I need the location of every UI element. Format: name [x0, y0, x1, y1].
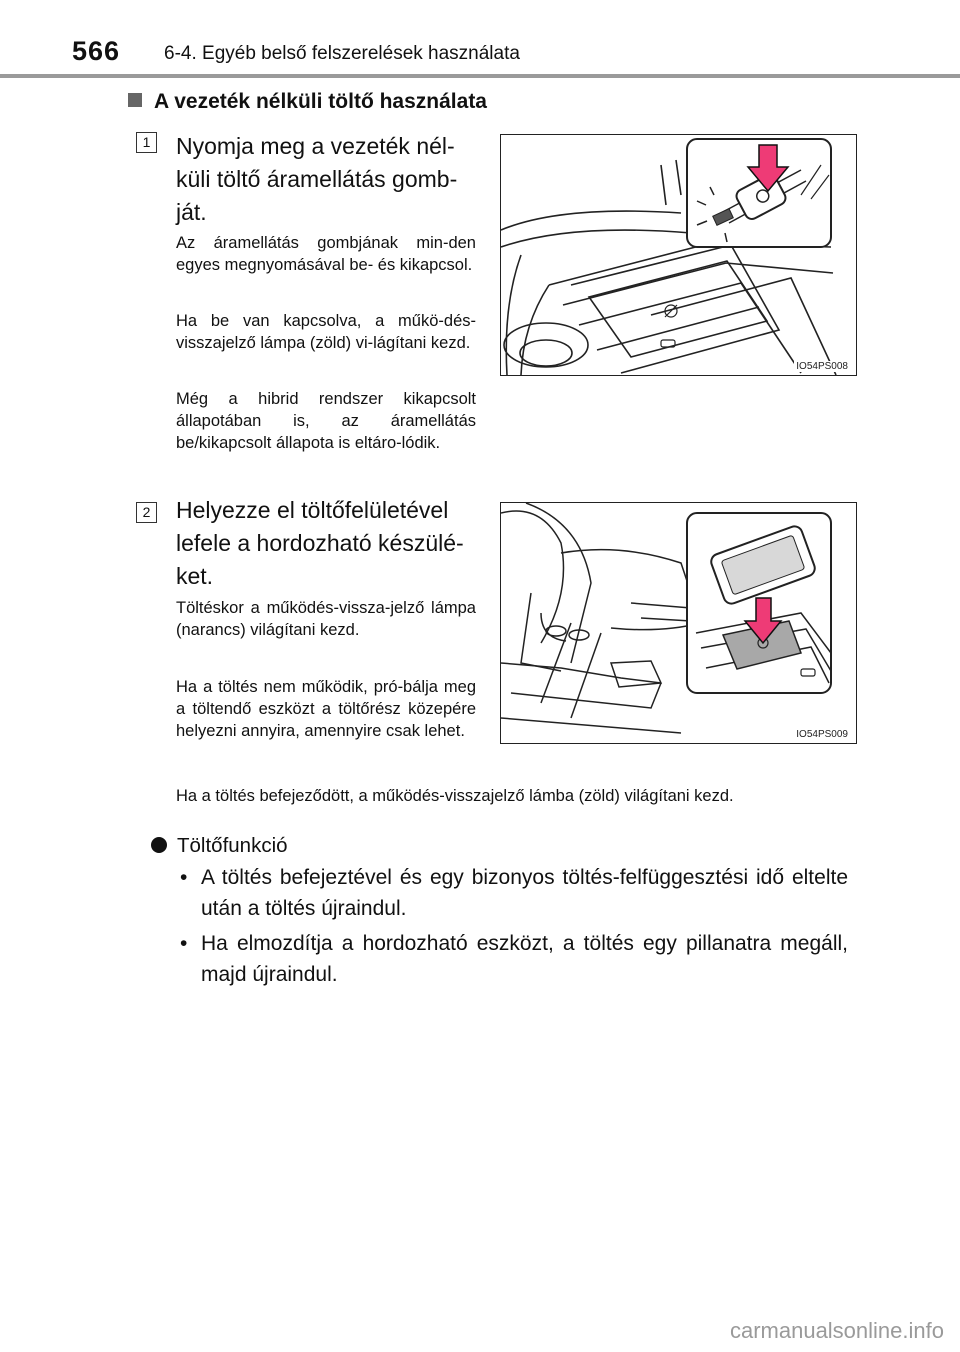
- step-2-title: Helyezze el töltőfelületével lefele a hordozható készülé-ket.: [176, 497, 464, 589]
- feature-title: Töltőfunkció: [177, 834, 288, 857]
- watermark: carmanualsonline.info: [729, 1318, 944, 1343]
- step-number-2: 2: [136, 502, 157, 523]
- feature-list: [176, 862, 848, 994]
- sub-heading: [128, 90, 487, 114]
- header-rule: [0, 74, 960, 78]
- step-1-title: Nyomja meg a vezeték nél-küli töltő áramellátás gomb-ját.: [176, 133, 458, 225]
- feature-heading: [151, 834, 288, 858]
- bullet-dot-icon: •: [180, 932, 188, 955]
- step-1-note-2: Ha be van kapcsolva, a műkö-dés-visszajelző lámpa (zöld) vi-lágítani kezd.: [176, 312, 476, 352]
- figure-code: IO54PS009: [796, 729, 848, 740]
- completion-note: Ha a töltés befejeződött, a működés-visszajelző lámba (zöld) világítani kezd.: [176, 787, 734, 805]
- console-device-illustration: [501, 503, 856, 743]
- step-2-note-2: Ha a töltés nem működik, pró-bálja meg a töltendő eszközt a töltőrész közepére helyezni annyira, amennyire csak lehet.: [176, 678, 476, 740]
- sub-heading-text: A vezeték nélküli töltő használata: [154, 90, 487, 113]
- step-2-note-1: Töltéskor a működés-vissza-jelző lámpa (narancs) világítani kezd.: [176, 599, 476, 639]
- page-number: 566: [72, 36, 121, 66]
- square-bullet-icon: [128, 93, 142, 107]
- feature-item: [176, 862, 848, 924]
- step-1-note-1: Az áramellátás gombjának min-den egyes megnyomásával be- és kikapcsol.: [176, 234, 476, 274]
- section-title: 6-4. Egyéb belső felszerelések használata: [164, 43, 520, 64]
- page-header: [0, 0, 960, 80]
- feature-item-text: A töltés befejeztével és egy bizonyos töltés-felfüggesztési idő eltelte után a töltés újraindul.: [201, 866, 848, 920]
- bullet-dot-icon: •: [180, 866, 188, 889]
- step-number-1: 1: [136, 132, 157, 153]
- feature-item-text: Ha elmozdítja a hordozható eszközt, a töltés egy pillanatra megáll, majd újraindul.: [201, 932, 848, 986]
- step-1-note-3: Még a hibrid rendszer kikapcsolt állapotában is, az áramellátás be/kikapcsolt állapota is eltáro-lódik.: [176, 390, 476, 452]
- console-power-button-illustration: [501, 135, 856, 375]
- feature-item: [176, 928, 848, 990]
- round-bullet-icon: [151, 837, 167, 853]
- figure-place-device: [500, 502, 857, 744]
- figure-power-button: [500, 134, 857, 376]
- figure-code: IO54PS008: [796, 361, 848, 372]
